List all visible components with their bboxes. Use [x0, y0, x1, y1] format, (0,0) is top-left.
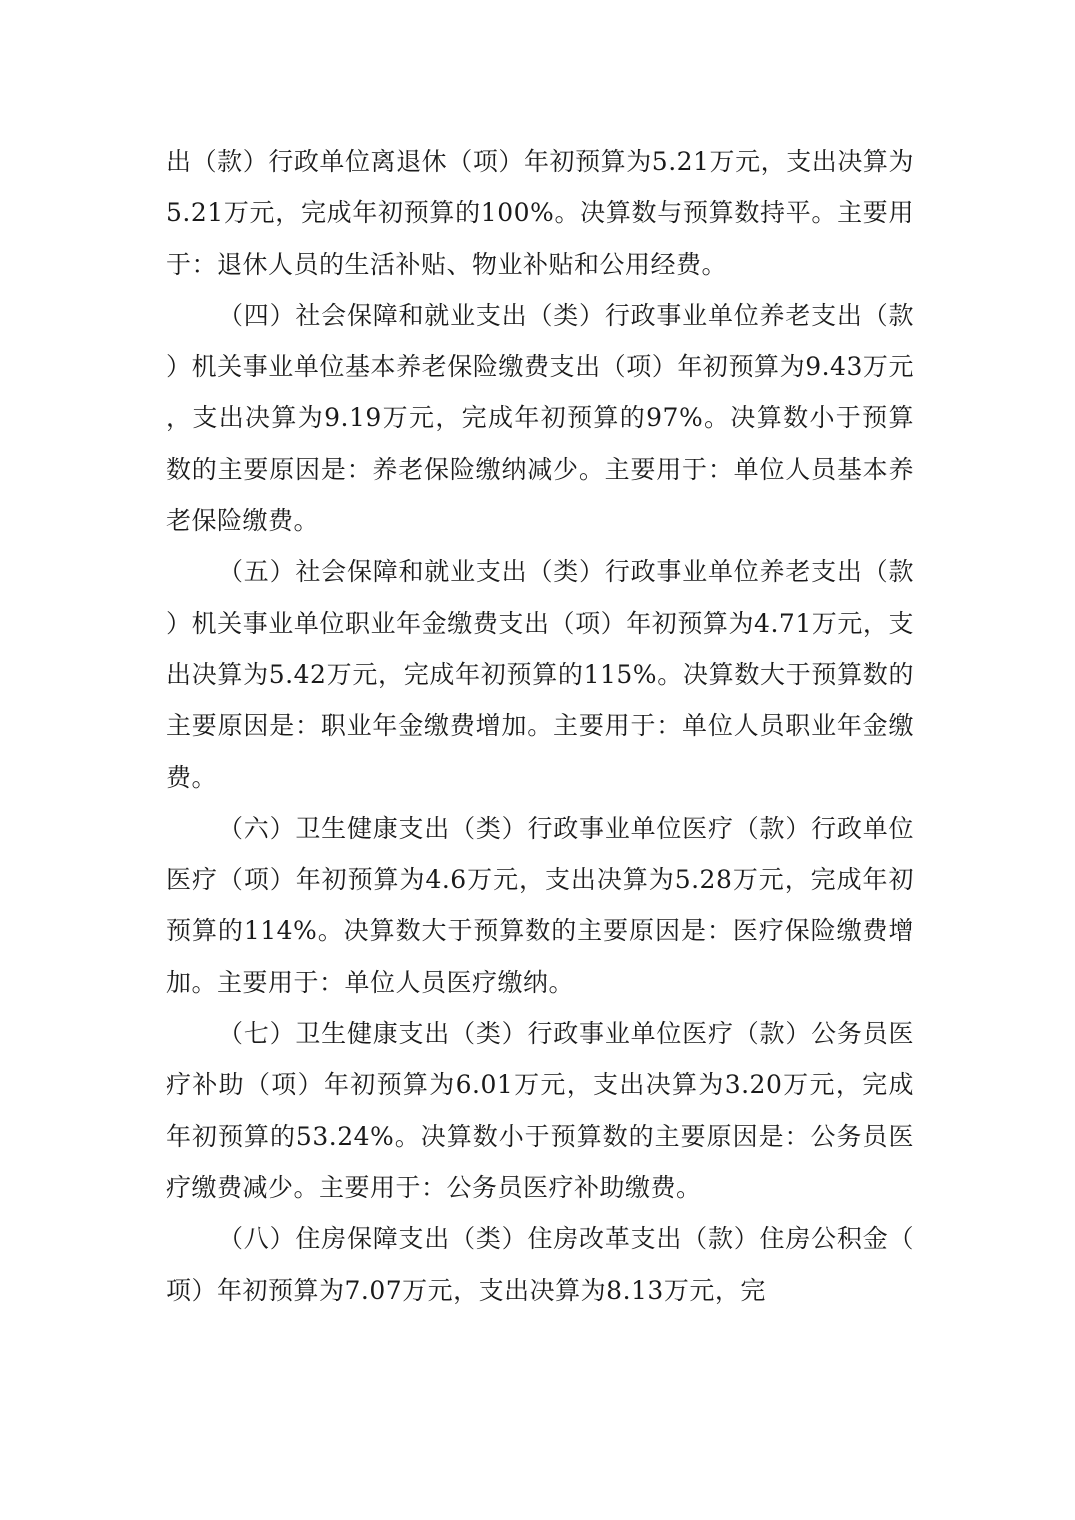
paragraph-civil-servant-medical: （七）卫生健康支出（类）行政事业单位医疗（款）公务员医疗补助（项）年初预算为6.01万元，支出决算为3.20万元，完成年初预算的53.24%。决算数小于预算数的主要原因是：公务员医疗缴费减少。主要用于：公务员医疗补助缴费。	[166, 1019, 914, 1202]
paragraph-occupational-annuity: （五）社会保障和就业支出（类）行政事业单位养老支出（款）机关事业单位职业年金缴费支出（项）年初预算为4.71万元，支出决算为5.42万元，完成年初预算的115%。决算数大于预算数的主要原因是：职业年金缴费增加。主要用于：单位人员职业年金缴费。	[166, 557, 914, 792]
paragraph-retirement-continued: 出（款）行政单位离退休（项）年初预算为5.21万元，支出决算为5.21万元，完成年初预算的100%。决算数与预算数持平。主要用于：退休人员的生活补贴、物业补贴和公用经费。	[166, 147, 914, 279]
paragraph-administrative-medical: （六）卫生健康支出（类）行政事业单位医疗（款）行政单位医疗（项）年初预算为4.6万元，支出决算为5.28万元，完成年初预算的114%。决算数大于预算数的主要原因是：医疗保险缴费增加。主要用于：单位人员医疗缴纳。	[166, 813, 914, 997]
paragraph-housing-fund: （八）住房保障支出（类）住房改革支出（款）住房公积金（项）年初预算为7.07万元，支出决算为8.13万元，完	[166, 1224, 914, 1305]
body-text	[166, 136, 914, 1316]
paragraph-basic-pension: （四）社会保障和就业支出（类）行政事业单位养老支出（款）机关事业单位基本养老保险缴费支出（项）年初预算为9.43万元，支出决算为9.19万元，完成年初预算的97%。决算数小于预算数的主要原因是：养老保险缴纳减少。主要用于：单位人员基本养老保险缴费。	[166, 300, 914, 536]
